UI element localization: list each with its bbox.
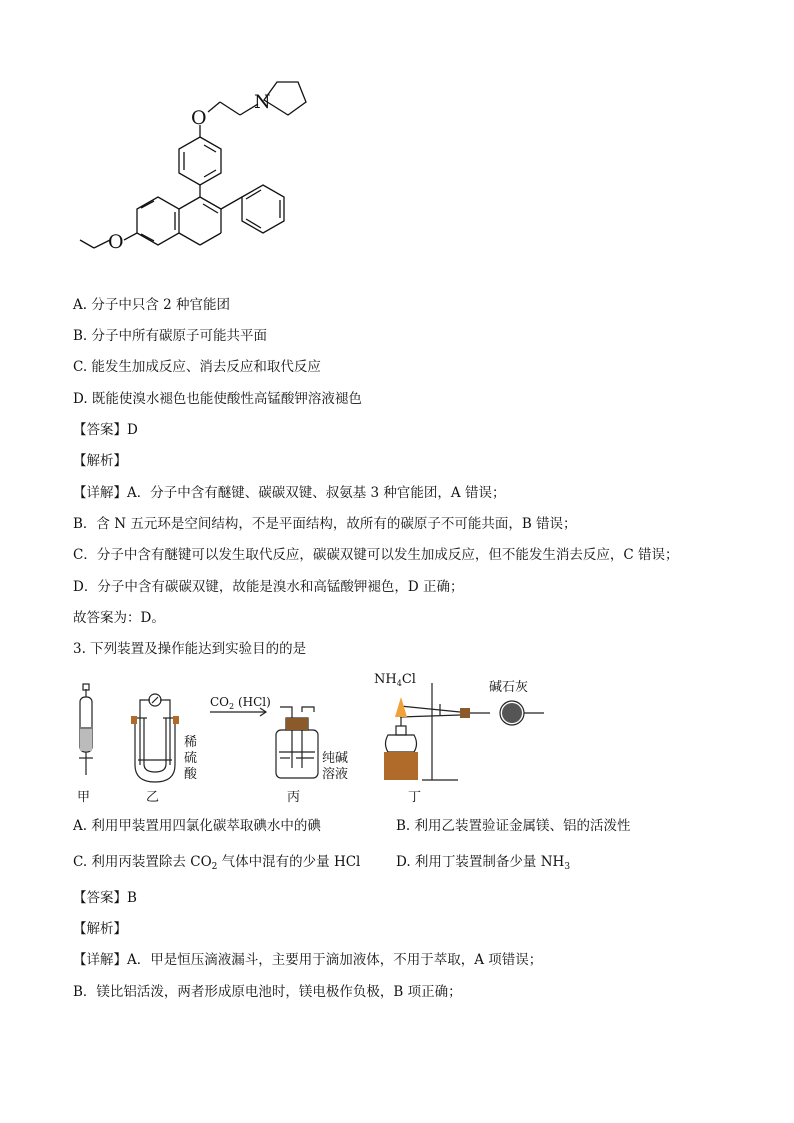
apparatus-label-yi: 乙 [146,790,160,805]
q3-answer-tag: 【答案】 [73,890,127,906]
molecule-atom-n: N [254,91,271,113]
dilute-acid-label-1: 稀 [184,735,198,750]
q2-detail-line2: B．含 N 五元环是空间结构，不是平面结构，故所有的碳原子不可能共面，B 错误； [73,516,577,532]
q2-detail-line5: 故答案为：D。 [73,610,165,626]
q2-answer [73,421,138,439]
q2-option-c: C. 能发生加成反应、消去反应和取代反应 [73,359,321,375]
molecule-atom-o-top: O [191,107,207,129]
q3-answer-value: B [127,890,137,906]
gas-hcl: (HCl) [234,695,271,709]
q2-detail-text1: A．分子中含有醚键、碳碳双键、叔氨基 3 种官能团，A 错误； [127,485,506,501]
q3-option-c-sub: 2 [211,862,218,872]
gas-inlet-label [210,695,271,711]
q3-option-c-post: 气体中混有的少量 HCl [217,854,361,870]
nh4cl-sub: 4 [396,679,402,688]
q3-detail-line2: B．镁比铝活泼，两者形成原电池时，镁电极作负极，B 项正确； [73,984,462,1000]
q2-detail-line4: D．分子中含有碳碳双键，故能是溴水和高锰酸钾褪色，D 正确； [73,579,464,595]
q3-option-d-pre: D. 利用丁装置制备少量 [396,854,541,870]
q3-apparatus-figure [70,665,560,807]
apparatus-label-jia: 甲 [77,790,91,805]
apparatus-label-bing: 丙 [287,790,301,805]
molecule-atom-o-methoxy: O [108,231,124,253]
apparatus-label-ding: 丁 [408,790,422,805]
q2-detail-tag: 【详解】 [73,485,127,501]
q3-analysis-tag: 【解析】 [73,921,127,937]
q3-option-c-pre: C. 利用丙装置除去 [73,854,191,870]
nh4cl-cl: Cl [401,672,416,687]
q3-answer [73,889,137,907]
q2-detail-line3: C．分子中含有醚键可以发生取代反应，碳碳双键可以发生加成反应，但不能发生消去反应，C 错误； [73,547,679,563]
q3-option-c [73,853,360,876]
dilute-acid-label-3: 酸 [184,767,198,782]
q2-option-a: A. 分子中只含 2 种官能团 [73,297,231,313]
molecule-structure [70,65,320,285]
q3-option-d [396,853,570,876]
q3-detail-text1: A．甲是恒压滴液漏斗，主要用于滴加液体，不用于萃取，A 项错误； [127,952,543,968]
q3-detail-line1 [73,951,542,969]
q2-option-b: B. 分子中所有碳原子可能共平面 [73,328,268,344]
q2-analysis-tag: 【解析】 [73,453,127,469]
q2-option-d: D. 既能使溴水褪色也能使酸性高锰酸钾溶液褪色 [73,391,362,407]
q3-stem: 3. 下列装置及操作能达到实验目的的是 [73,641,307,657]
soda-lime-label: 碱石灰 [489,680,529,695]
soda-solution-label-2: 溶液 [322,767,349,782]
nh4cl-label [374,672,416,688]
nh4cl-nh: NH [374,672,397,687]
q2-answer-tag: 【答案】 [73,422,127,438]
q3-option-b: B. 利用乙装置验证金属镁、铝的活泼性 [396,818,631,834]
q3-option-d-sub: 3 [564,862,571,872]
gas-co: CO [210,695,230,709]
q3-option-c-co: CO [190,854,212,870]
soda-solution-label-1: 纯碱 [322,751,349,766]
dilute-acid-label-2: 硫 [184,751,198,766]
q3-detail-tag: 【详解】 [73,952,127,968]
q2-answer-value: D [127,422,138,438]
q3-option-d-nh: NH [540,854,565,870]
gas-sub: 2 [229,702,235,711]
q2-detail-line1 [73,484,505,502]
q3-option-a: A. 利用甲装置用四氯化碳萃取碘水中的碘 [73,818,321,834]
